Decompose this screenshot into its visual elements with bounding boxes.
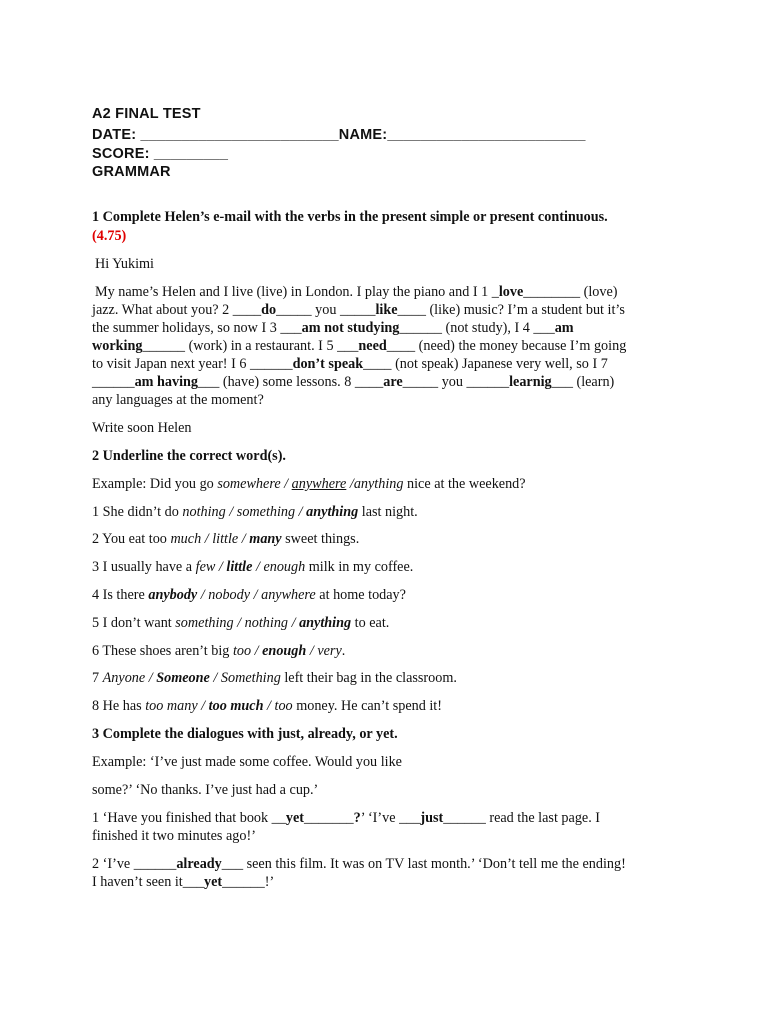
answer: need: [358, 338, 387, 354]
email-line-7: any languages at the moment?: [92, 392, 264, 408]
ex3-item-2-line-2: I haven’t seen it___yet______!’: [92, 874, 275, 890]
score-field: SCORE: _________: [92, 146, 229, 162]
underlined-answer: anywhere: [291, 476, 347, 492]
chosen-answer: enough: [262, 643, 307, 659]
email-line-3: the summer holidays, so now I 3 ___am not studying______ (not study), I 4 ___am: [92, 320, 574, 336]
ex2-item-2: 2 You eat too much / little / many sweet things.: [92, 531, 360, 547]
chosen-answer: little: [226, 559, 253, 575]
email-line-4: working______ (work) in a restaurant. I 5 ___need____ (need) the money because I’m going: [92, 338, 627, 354]
answer: already: [176, 856, 222, 872]
name-field: NAME:________________________: [338, 127, 586, 143]
ex3-item-1-line-1: 1 ‘Have you finished that book __yet_______?’ ‘I’ve ___just______ read the last page. I: [92, 810, 601, 826]
ex2-item-3: 3 I usually have a few / little / enough milk in my coffee.: [92, 559, 414, 575]
ex3-item-2-line-1: 2 ‘I’ve ______already___ seen this film. It was on TV last month.’ ‘Don’t tell me the ending!: [92, 856, 626, 872]
ex2-item-8: 8 He has too many / too much / too money. He can’t spend it!: [92, 698, 442, 714]
chosen-answer: anything: [299, 615, 352, 631]
ex1-instruction: 1 Complete Helen’s e-mail with the verbs in the present simple or present continuous.: [92, 209, 608, 225]
chosen-answer: Someone: [156, 670, 210, 686]
ex3-example-line-1: Example: ‘I’ve just made some coffee. Would you like: [92, 754, 402, 770]
answer: yet: [204, 874, 223, 890]
chosen-answer: too much: [208, 698, 264, 714]
chosen-answer: anybody: [148, 587, 198, 603]
answer: yet: [285, 810, 304, 826]
test-title: A2 FINAL TEST: [92, 106, 201, 122]
answer: like: [375, 302, 398, 318]
email-line-1: My name’s Helen and I live (live) in London. I play the piano and I 1 _love________ (love): [95, 284, 618, 300]
ex3-instruction: 3 Complete the dialogues with just, already, or yet.: [92, 726, 398, 742]
answer: am: [554, 320, 574, 336]
ex2-item-6: 6 These shoes aren’t big too / enough / very.: [92, 643, 346, 659]
ex2-item-5: 5 I don’t want something / nothing / anything to eat.: [92, 615, 390, 631]
section-heading: GRAMMAR: [92, 164, 171, 180]
email-signoff: Write soon Helen: [92, 420, 192, 436]
date-field: DATE: ________________________: [92, 127, 339, 143]
answer: don’t speak: [292, 356, 364, 372]
answer: learnig: [509, 374, 552, 390]
answer: just: [420, 810, 444, 826]
ex2-item-1: 1 She didn’t do nothing / something / anything last night.: [92, 504, 418, 520]
ex2-instruction: 2 Underline the correct word(s).: [92, 448, 286, 464]
ex2-example: Example: Did you go somewhere / anywhere /anything nice at the weekend?: [92, 476, 526, 492]
chosen-answer: many: [249, 531, 282, 547]
ex2-item-4: 4 Is there anybody / nobody / anywhere at home today?: [92, 587, 406, 603]
answer: love: [498, 284, 524, 300]
ex1-greeting: Hi Yukimi: [95, 256, 154, 272]
email-line-6: ______am having___ (have) some lessons. 8 ____are_____ you ______learnig___ (learn): [92, 374, 615, 390]
ex3-example-line-2: some?’ ‘No thanks. I’ve just had a cup.’: [92, 782, 319, 798]
email-line-5: to visit Japan next year! I 6 ______don’t speak____ (not speak) Japanese very well, so I 7: [92, 356, 608, 372]
answer: am having: [134, 374, 199, 390]
answer: am not studying: [301, 320, 400, 336]
ex3-item-1-line-2: finished it two minutes ago!’: [92, 828, 256, 844]
ex1-points: (4.75): [92, 228, 127, 244]
ex2-item-7: 7 Anyone / Someone / Something left their bag in the classroom.: [92, 670, 457, 686]
chosen-answer: anything: [306, 504, 359, 520]
date-name-line: [92, 126, 586, 144]
answer: do: [261, 302, 277, 318]
email-line-2: jazz. What about you? 2 ____do_____ you _____like____ (like) music? I’m a student but it’s: [92, 302, 625, 318]
answer: working: [92, 338, 143, 354]
answer: are: [383, 374, 403, 390]
